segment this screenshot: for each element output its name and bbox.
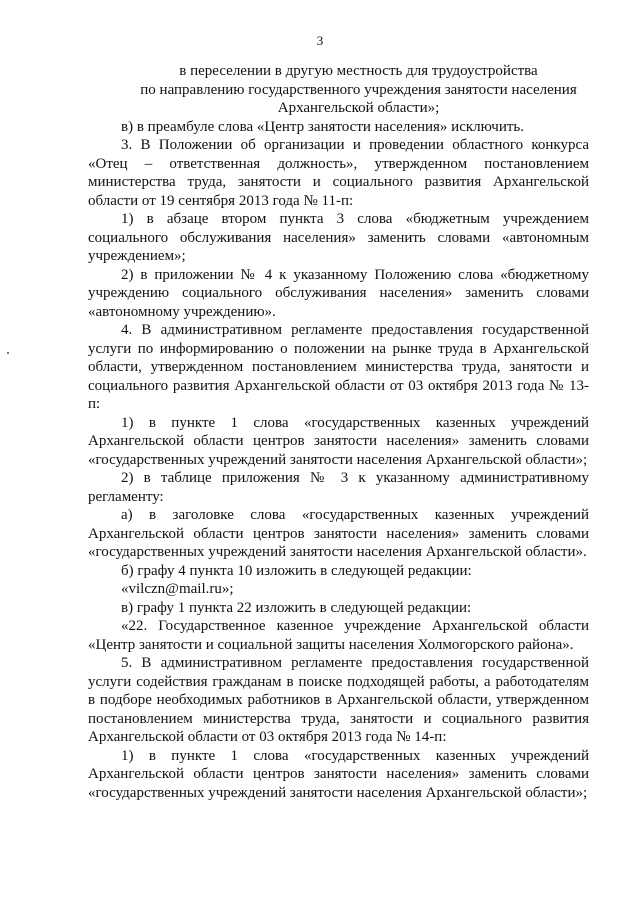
heading-continuation	[88, 62, 589, 118]
paragraph: «22. Государственное казенное учреждение Архангельской области «Центр занятости и социальной защиты населения Холмогорского района».	[88, 618, 589, 653]
paragraph: а) в заголовке слова «государственных казенных учреждений Архангельской области центров занятости населения» заменить словами «государственных учреждений занятости населения Архангельской области».	[88, 507, 589, 560]
paragraph: б) графу 4 пункта 10 изложить в следующей редакции:	[121, 562, 472, 579]
paragraph: 1) в абзаце втором пункта 3 слова «бюджетным учреждением социального обслуживания населения» заменить словами «автономным учреждением»;	[88, 211, 589, 264]
paragraph: в) в преамбуле слова «Центр занятости населения» исключить.	[121, 118, 524, 135]
paragraph: 2) в таблице приложения № 3 к указанному административному регламенту:	[88, 470, 589, 505]
paragraph: в) графу 1 пункта 22 изложить в следующей редакции:	[121, 599, 472, 616]
document-body	[88, 62, 589, 802]
paragraph: 4. В административном регламенте предоставления государственной услуги по информированию о положении на рынке труда в Архангельской области, утвержденном постановлением министерства труда, занятости и социального развития Архангельской области от 03 октября 2013 года № 13-п:	[88, 322, 589, 412]
heading-line: в переселении в другую местность для трудоустройства	[179, 63, 538, 79]
paragraph: 1) в пункте 1 слова «государственных казенных учреждений Архангельской области центров занятости населения» заменить словами «государственных учреждений занятости населения Архангельской области»;	[88, 747, 589, 801]
heading-line: Архангельской области»;	[277, 100, 440, 116]
margin-mark	[7, 352, 9, 354]
heading-line: по направлению государственного учреждения занятости населения	[140, 81, 577, 98]
paragraph: 3. В Положении об организации и проведении областного конкурса «Отец – ответственная должность», утвержденном постановлением министерства труда, занятости и социального развития Архангельской области от 19 сентября 2013 года № 11-п:	[88, 137, 589, 209]
page-number: 3	[316, 33, 324, 48]
paragraph: 2) в приложении № 4 к указанному Положению слова «бюджетному учреждению социального обслуживания населения» заменить словами «автономному учреждению».	[88, 266, 589, 320]
email-line: «vilczn@mail.ru»;	[121, 581, 234, 597]
paragraph: 1) в пункте 1 слова «государственных казенных учреждений Архангельской области центров занятости населения» заменить словами «государственных учреждений занятости населения Архангельской области»;	[88, 414, 589, 468]
paragraph: 5. В административном регламенте предоставления государственной услуги содействия гражданам в поиске подходящей работы, а работодателям в подборе необходимых работников в Архангельской области, утвержденном постановлением министерства труда, занятости и социального развития Архангельской области от 03 октября 2013 года № 14-п:	[88, 655, 589, 745]
